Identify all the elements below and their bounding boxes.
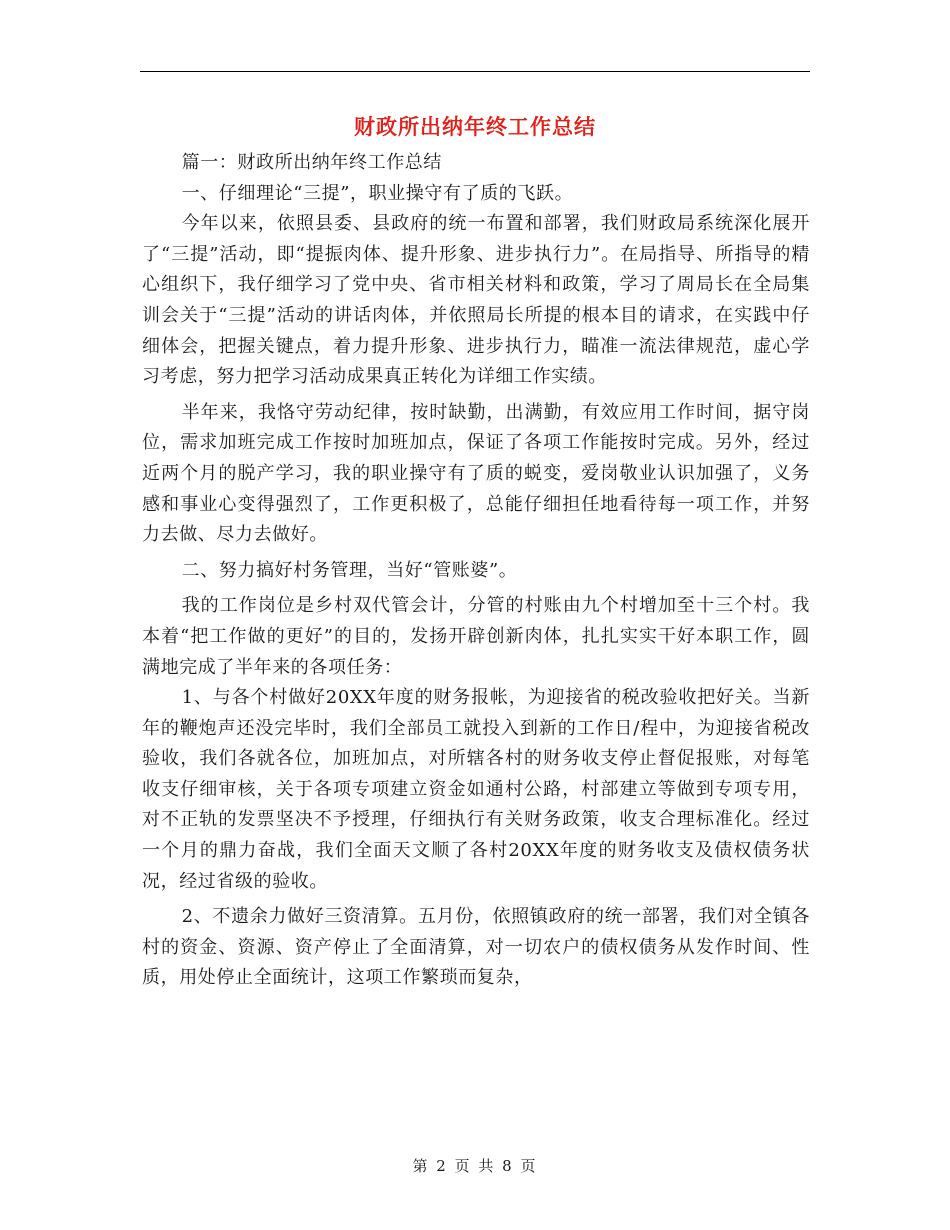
subsection-heading: 二、努力搞好村务管理，当好“管账婆”。 <box>181 559 518 581</box>
body-paragraph: 1、与各个村做好20XX年度的财务报帐，为迎接省的税改验收把好关。当新年的鞭炮声还没完毕时，我们全部员工就投入到新的工作日/程中，为迎接省税改验收，我们各就各位，加班加点，对所辖各村的财务收支停止督促报账，对每笔收支仔细审核，关于各项专项建立资金如通村公路，村部建立等做到专项专用，对不正轨的发票坚决不予授理，仔细执行有关财务政策，收支合理标准化。经过一个月的鼎力奋战，我们全面天文顺了各村20XX年度的财务收支及债权债务状况，经过省级的验收。 <box>142 687 810 892</box>
header-rule <box>140 71 810 72</box>
body-paragraph: 今年以来，依照县委、县政府的统一布置和部署，我们财政局系统深化展开了“三提”活动，即“提振肉体、提升形象、进步执行力”。在局指导、所指导的精心组织下，我仔细学习了党中央、省市相关材料和政策，学习了周局长在全局集训会关于“三提”活动的讲话肉体，并依照局长所提的根本目的请求，在实践中仔细体会，把握关键点，着力提升形象、进步执行力，瞄准一流法律规范，虚心学习考虑，努力把学习活动成果真正转化为详细工作实绩。 <box>142 213 810 388</box>
body-paragraph: 我的工作岗位是乡村双代管会计，分管的村账由九个村增加至十三个村。我本着“把工作做的更好”的目的，发扬开辟创新肉体，扎扎实实干好本职工作，圆满地完成了半年来的各项任务： <box>142 595 810 678</box>
page-number-footer: 第 2 页 共 8 页 <box>412 1157 538 1175</box>
subsection-heading: 一、仔细理论“三提”，职业操守有了质的飞跃。 <box>181 182 574 204</box>
body-paragraph: 2、不遗余力做好三资清算。五月份，依照镇政府的统一部署，我们对全镇各村的资金、资源、资产停止了全面清算，对一切农户的债权债务从发作时间、性质，用处停止全面统计，这项工作繁琐而复杂， <box>142 906 810 989</box>
section-heading: 篇一：财政所出纳年终工作总结 <box>181 152 442 173</box>
document-title: 财政所出纳年终工作总结 <box>354 115 596 139</box>
document-body <box>142 148 810 994</box>
body-paragraph: 半年来，我恪守劳动纪律，按时缺勤，出满勤，有效应用工作时间，据守岗位，需求加班完成工作按时加班加点，保证了各项工作能按时完成。另外，经过近两个月的脱产学习，我的职业操守有了质的蜕变，爱岗敬业认识加强了，义务感和事业心变得强烈了，工作更积极了，总能仔细担任地看待每一项工作，并努力去做、尽力去做好。 <box>142 401 810 546</box>
